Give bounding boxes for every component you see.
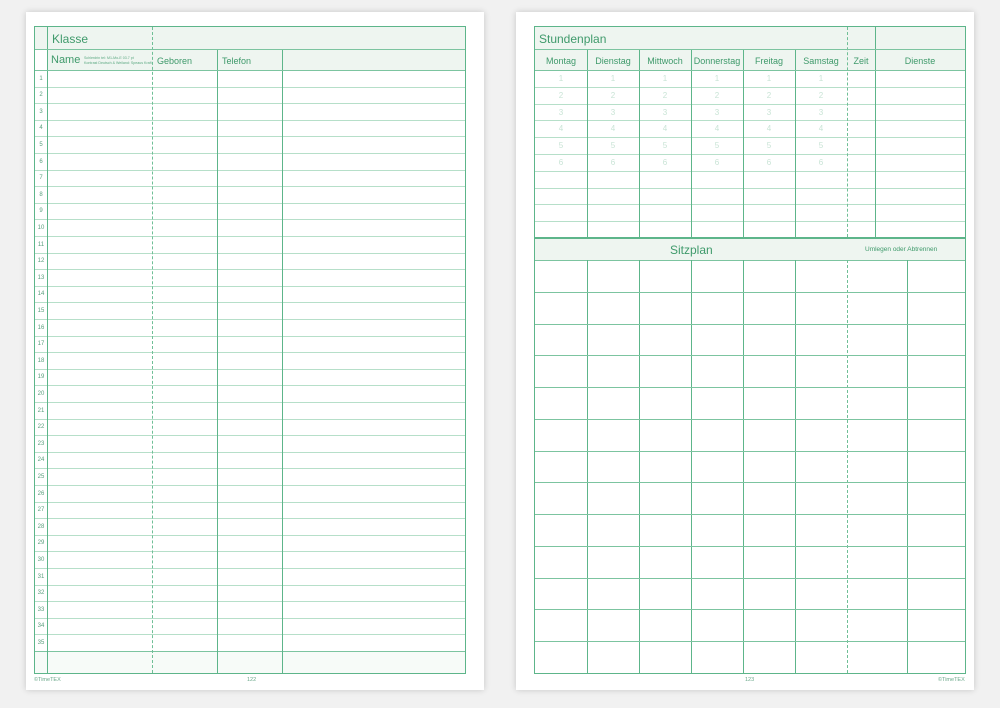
class-list-row[interactable] <box>35 170 465 187</box>
row-divider <box>35 352 465 353</box>
seat-cell[interactable] <box>691 641 743 673</box>
timetable <box>534 26 966 238</box>
row-number: 8 <box>39 191 43 198</box>
class-list-row[interactable] <box>35 120 465 137</box>
seat-cell[interactable] <box>795 609 847 641</box>
timetable-day-header: Freitag <box>754 56 783 66</box>
timetable-day-header: Donnerstag <box>693 56 741 66</box>
row-number: 10 <box>37 224 45 231</box>
row-number: 13 <box>37 274 45 281</box>
row-divider <box>35 452 465 453</box>
seat-cell[interactable] <box>907 292 965 324</box>
period-number: 2 <box>818 90 824 100</box>
row-divider <box>35 419 465 420</box>
seat-cell[interactable] <box>587 260 639 292</box>
seat-cell[interactable] <box>587 292 639 324</box>
right-copyright: ©TimeTEX <box>938 677 965 683</box>
seat-cell[interactable] <box>847 641 907 673</box>
seat-cell[interactable] <box>847 260 907 292</box>
seat-cell[interactable] <box>587 451 639 483</box>
period-number: 1 <box>766 74 772 83</box>
row-divider <box>35 535 465 536</box>
seating-plan <box>534 238 966 674</box>
seat-cell[interactable] <box>535 451 587 483</box>
row-divider <box>35 170 465 171</box>
class-list-row[interactable] <box>35 336 465 353</box>
row-number: 21 <box>37 407 45 414</box>
period-number: 2 <box>610 90 616 100</box>
row-divider <box>35 634 465 635</box>
seat-cell[interactable] <box>847 355 907 387</box>
row-number: 22 <box>37 424 45 431</box>
row-number: 30 <box>37 556 45 563</box>
timetable-row-divider <box>535 221 965 222</box>
timetable-row-divider <box>535 104 965 105</box>
seat-cell[interactable] <box>535 641 587 673</box>
seat-cell[interactable] <box>907 419 965 451</box>
seat-cell[interactable] <box>743 355 795 387</box>
period-number: 1 <box>558 74 564 83</box>
period-number: 5 <box>766 141 772 151</box>
row-divider <box>35 203 465 204</box>
row-divider <box>35 219 465 220</box>
row-number: 2 <box>39 92 43 99</box>
period-number: 6 <box>610 158 616 167</box>
row-divider <box>35 518 465 519</box>
seat-cell[interactable] <box>847 578 907 610</box>
footer-band <box>35 652 465 673</box>
timetable-period-row[interactable] <box>535 171 965 188</box>
seat-cell[interactable] <box>639 355 691 387</box>
class-list-row[interactable] <box>35 253 465 270</box>
row-number: 6 <box>39 158 43 165</box>
period-number: 1 <box>714 74 720 83</box>
seating-note: Umlegen oder Abtrennen <box>865 246 938 253</box>
seat-cell[interactable] <box>847 292 907 324</box>
seat-cell[interactable] <box>587 324 639 356</box>
class-list-row[interactable] <box>35 551 465 568</box>
row-number: 20 <box>37 390 45 397</box>
seat-cell[interactable] <box>639 641 691 673</box>
seat-cell[interactable] <box>535 260 587 292</box>
period-number: 4 <box>714 124 720 134</box>
seat-cell[interactable] <box>535 419 587 451</box>
class-list-row[interactable] <box>35 203 465 220</box>
seat-cell[interactable] <box>847 324 907 356</box>
seat-cell[interactable] <box>691 292 743 324</box>
timetable-row-divider <box>535 87 965 88</box>
seat-cell[interactable] <box>639 546 691 578</box>
row-divider <box>35 568 465 569</box>
class-list-row[interactable] <box>35 87 465 104</box>
seat-cell[interactable] <box>795 546 847 578</box>
seat-cell[interactable] <box>535 578 587 610</box>
timetable-row-divider <box>535 120 965 121</box>
seat-cell[interactable] <box>587 609 639 641</box>
seat-cell[interactable] <box>535 546 587 578</box>
class-list-row[interactable] <box>35 468 465 485</box>
class-list-table <box>34 26 466 674</box>
row-number: 3 <box>39 108 43 115</box>
seat-cell[interactable] <box>587 641 639 673</box>
name-column-header: Name <box>51 54 81 66</box>
seat-cell[interactable] <box>743 609 795 641</box>
name-column-note-2: Kontrast Deutsch & Weiland: Speaus Kraft <box>84 61 152 65</box>
class-list-row[interactable] <box>35 186 465 203</box>
seat-cell[interactable] <box>535 387 587 419</box>
seat-cell[interactable] <box>907 578 965 610</box>
class-list-row[interactable] <box>35 535 465 552</box>
seating-title: Sitzplan <box>670 243 713 257</box>
row-divider <box>35 136 465 137</box>
seat-cell[interactable] <box>639 482 691 514</box>
row-divider <box>35 502 465 503</box>
seat-cell[interactable] <box>535 292 587 324</box>
period-number: 2 <box>714 90 720 100</box>
period-number: 4 <box>766 124 772 134</box>
timetable-day-header: Dienstag <box>595 56 631 66</box>
seat-cell[interactable] <box>743 324 795 356</box>
seat-cell[interactable] <box>847 451 907 483</box>
period-number: 6 <box>662 158 668 167</box>
class-list-row[interactable] <box>35 452 465 469</box>
class-list-row[interactable] <box>35 419 465 436</box>
row-number: 17 <box>37 341 45 348</box>
seat-cell[interactable] <box>795 451 847 483</box>
period-number: 5 <box>714 141 720 151</box>
class-list-row[interactable] <box>35 502 465 519</box>
class-list-row[interactable] <box>35 385 465 402</box>
seat-cell[interactable] <box>795 482 847 514</box>
seat-cell[interactable] <box>691 387 743 419</box>
class-list-row[interactable] <box>35 585 465 602</box>
row-number: 5 <box>39 141 43 148</box>
period-number: 3 <box>662 107 668 117</box>
seat-cell[interactable] <box>587 355 639 387</box>
seat-cell[interactable] <box>639 260 691 292</box>
seat-cell[interactable] <box>691 355 743 387</box>
seat-cell[interactable] <box>691 324 743 356</box>
seat-cell[interactable] <box>907 546 965 578</box>
class-list-row[interactable] <box>35 618 465 635</box>
class-list-row[interactable] <box>35 435 465 452</box>
seat-cell[interactable] <box>907 387 965 419</box>
row-divider <box>35 601 465 602</box>
period-number: 3 <box>610 107 616 117</box>
period-number: 2 <box>662 90 668 100</box>
seat-cell[interactable] <box>691 419 743 451</box>
row-number: 29 <box>37 540 45 547</box>
row-divider <box>35 468 465 469</box>
seat-cell[interactable] <box>587 387 639 419</box>
timetable-row-divider <box>535 171 965 172</box>
seat-cell[interactable] <box>743 482 795 514</box>
seat-cell[interactable] <box>743 514 795 546</box>
seat-cell[interactable] <box>847 546 907 578</box>
period-number: 1 <box>662 74 668 83</box>
row-divider <box>35 302 465 303</box>
timetable-day-header: Montag <box>545 56 577 66</box>
seat-cell[interactable] <box>743 387 795 419</box>
seat-cell[interactable] <box>639 514 691 546</box>
timetable-row-divider <box>535 188 965 189</box>
row-divider <box>35 402 465 403</box>
seat-cell[interactable] <box>639 578 691 610</box>
row-number: 12 <box>37 258 45 265</box>
class-list-row[interactable] <box>35 302 465 319</box>
period-number: 6 <box>714 158 720 167</box>
seat-cell[interactable] <box>795 292 847 324</box>
seat-cell[interactable] <box>743 451 795 483</box>
period-number: 5 <box>558 141 564 151</box>
class-title: Klasse <box>52 32 89 46</box>
timetable-period-row[interactable] <box>535 188 965 205</box>
seat-cell[interactable] <box>639 451 691 483</box>
seat-cell[interactable] <box>743 292 795 324</box>
class-list-row[interactable] <box>35 402 465 419</box>
class-list-row[interactable] <box>35 485 465 502</box>
class-list-row[interactable] <box>35 352 465 369</box>
seat-cell[interactable] <box>639 387 691 419</box>
row-number: 25 <box>37 473 45 480</box>
row-number: 11 <box>37 241 45 248</box>
seat-cell[interactable] <box>743 641 795 673</box>
row-number: 18 <box>37 357 45 364</box>
row-divider <box>35 385 465 386</box>
period-number: 4 <box>610 124 616 134</box>
timetable-day-header: Mittwoch <box>647 56 683 66</box>
period-number: 3 <box>818 107 824 117</box>
seat-cell[interactable] <box>639 419 691 451</box>
row-number: 32 <box>37 590 45 597</box>
seat-cell[interactable] <box>535 324 587 356</box>
seat-cell[interactable] <box>847 514 907 546</box>
seat-cell[interactable] <box>847 482 907 514</box>
seat-cell[interactable] <box>639 609 691 641</box>
period-number: 5 <box>610 141 616 151</box>
seat-cell[interactable] <box>691 514 743 546</box>
timetable-row-divider <box>535 154 965 155</box>
row-divider <box>35 236 465 237</box>
row-divider <box>35 186 465 187</box>
seat-cell[interactable] <box>907 355 965 387</box>
period-number: 4 <box>558 124 564 134</box>
seat-cell[interactable] <box>535 355 587 387</box>
class-list-row[interactable] <box>35 153 465 170</box>
period-number: 2 <box>558 90 564 100</box>
row-divider <box>35 485 465 486</box>
row-divider <box>35 585 465 586</box>
seat-cell[interactable] <box>587 482 639 514</box>
time-column-header: Zeit <box>853 56 869 66</box>
period-number: 3 <box>766 107 772 117</box>
class-list-row[interactable] <box>35 219 465 236</box>
row-number: 27 <box>37 507 45 514</box>
class-list-row[interactable] <box>35 286 465 303</box>
right-page <box>516 12 974 690</box>
class-list-row[interactable] <box>35 319 465 336</box>
row-number: 35 <box>37 639 45 646</box>
left-copyright: ©TimeTEX <box>34 677 61 683</box>
seat-cell[interactable] <box>795 355 847 387</box>
period-number: 6 <box>818 158 824 167</box>
seat-cell[interactable] <box>691 578 743 610</box>
seat-cell[interactable] <box>847 387 907 419</box>
seat-cell[interactable] <box>535 482 587 514</box>
seat-cell[interactable] <box>535 609 587 641</box>
row-number: 15 <box>37 307 45 314</box>
seat-cell[interactable] <box>691 546 743 578</box>
row-divider <box>35 319 465 320</box>
row-number: 23 <box>37 440 45 447</box>
period-number: 1 <box>818 74 824 83</box>
seat-cell[interactable] <box>743 578 795 610</box>
seat-cell[interactable] <box>907 514 965 546</box>
right-page-number: 123 <box>745 677 755 683</box>
row-number: 4 <box>39 125 43 132</box>
seat-cell[interactable] <box>847 419 907 451</box>
row-number: 1 <box>39 75 43 82</box>
seat-cell[interactable] <box>907 609 965 641</box>
row-divider <box>35 551 465 552</box>
period-number: 2 <box>766 90 772 100</box>
period-number: 6 <box>766 158 772 167</box>
row-divider <box>35 87 465 88</box>
seat-cell[interactable] <box>907 641 965 673</box>
seat-cell[interactable] <box>691 260 743 292</box>
seat-cell[interactable] <box>691 482 743 514</box>
left-page-number: 122 <box>247 677 257 683</box>
period-number: 6 <box>558 158 564 167</box>
row-number: 24 <box>37 457 45 464</box>
seat-cell[interactable] <box>795 578 847 610</box>
seat-cell[interactable] <box>795 260 847 292</box>
class-list-row[interactable] <box>35 518 465 535</box>
timetable-period-row[interactable] <box>535 204 965 221</box>
seat-cell[interactable] <box>795 324 847 356</box>
class-list-row[interactable] <box>35 136 465 153</box>
duties-column-header: Dienste <box>904 56 936 66</box>
seat-cell[interactable] <box>587 419 639 451</box>
row-divider <box>35 153 465 154</box>
row-number: 9 <box>39 208 43 215</box>
timetable-row-divider <box>535 204 965 205</box>
seat-cell[interactable] <box>907 482 965 514</box>
row-divider <box>35 269 465 270</box>
row-divider <box>35 253 465 254</box>
period-number: 1 <box>610 74 616 83</box>
row-number: 33 <box>37 606 45 613</box>
row-divider <box>35 286 465 287</box>
seat-cell[interactable] <box>639 292 691 324</box>
seat-cell[interactable] <box>535 514 587 546</box>
seat-cell[interactable] <box>907 451 965 483</box>
row-number: 19 <box>37 374 45 381</box>
class-list-row[interactable] <box>35 369 465 386</box>
seat-cell[interactable] <box>907 260 965 292</box>
row-divider <box>35 618 465 619</box>
seat-cell[interactable] <box>847 609 907 641</box>
seat-cell[interactable] <box>795 419 847 451</box>
seat-cell[interactable] <box>691 451 743 483</box>
seat-cell[interactable] <box>743 260 795 292</box>
seat-cell[interactable] <box>587 546 639 578</box>
class-list-row[interactable] <box>35 568 465 585</box>
seat-cell[interactable] <box>795 514 847 546</box>
row-number: 26 <box>37 490 45 497</box>
timetable-period-row[interactable] <box>535 221 965 238</box>
row-number: 14 <box>37 291 45 298</box>
row-divider <box>35 336 465 337</box>
seat-cell[interactable] <box>691 609 743 641</box>
seat-cell[interactable] <box>795 641 847 673</box>
period-number: 4 <box>818 124 824 134</box>
seat-cell[interactable] <box>907 324 965 356</box>
row-number: 16 <box>37 324 45 331</box>
period-number: 4 <box>662 124 668 134</box>
seat-cell[interactable] <box>639 324 691 356</box>
row-number: 7 <box>39 175 43 182</box>
class-list-row[interactable] <box>35 269 465 286</box>
class-list-row[interactable] <box>35 634 465 651</box>
period-number: 5 <box>662 141 668 151</box>
class-list-row[interactable] <box>35 601 465 618</box>
row-divider <box>35 435 465 436</box>
born-column-header: Geboren <box>157 56 193 66</box>
seat-cell[interactable] <box>587 514 639 546</box>
name-column-note-1: Schlerdrin tel: M1-Mo-E 03.7 pt <box>84 56 134 60</box>
left-page <box>26 12 484 690</box>
timetable-row-divider <box>535 137 965 138</box>
row-divider <box>35 120 465 121</box>
period-number: 3 <box>558 107 564 117</box>
seat-cell[interactable] <box>795 387 847 419</box>
seat-cell[interactable] <box>743 419 795 451</box>
seat-cell[interactable] <box>587 578 639 610</box>
period-number: 3 <box>714 107 720 117</box>
class-list-row[interactable] <box>35 236 465 253</box>
row-divider <box>35 103 465 104</box>
seat-cell[interactable] <box>743 546 795 578</box>
row-number: 34 <box>37 623 45 630</box>
timetable-title: Stundenplan <box>539 32 607 46</box>
period-number: 5 <box>818 141 824 151</box>
timetable-day-header: Samstag <box>803 56 839 66</box>
row-number: 31 <box>37 573 45 580</box>
row-number: 28 <box>37 523 45 530</box>
phone-column-header: Telefon <box>222 56 252 66</box>
row-divider <box>35 369 465 370</box>
class-list-row[interactable] <box>35 70 465 87</box>
class-list-row[interactable] <box>35 103 465 120</box>
